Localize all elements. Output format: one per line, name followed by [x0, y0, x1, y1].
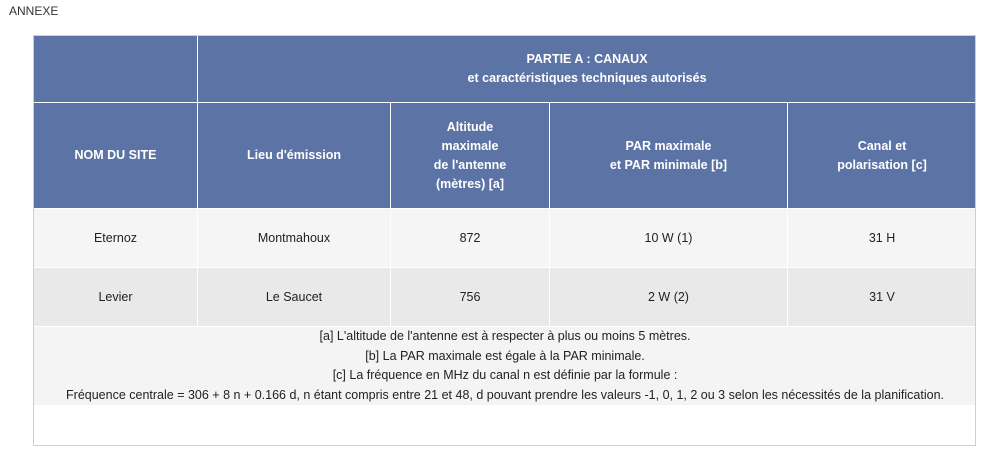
header-canal — [788, 103, 977, 209]
cell-site: Levier — [34, 268, 198, 327]
header-altitude-line: (mètres) [a] — [435, 176, 505, 191]
header-site: NOM DU SITE — [34, 103, 198, 209]
header-partie-a — [198, 36, 977, 103]
cell-site: Eternoz — [34, 209, 198, 268]
header-empty-cell — [34, 36, 198, 103]
header-altitude-line: maximale — [441, 138, 499, 153]
cell-par: 2 W (2) — [550, 268, 788, 327]
annexe-label: ANNEXE — [9, 4, 59, 18]
header-row-partie — [34, 36, 977, 103]
note-formula: Fréquence centrale = 306 + 8 n + 0.166 d, n étant compris entre 21 et 48, d pouvant prendre les valeurs -1, 0, 1, 2 ou 3 selon les nécessités de la planification. — [66, 387, 945, 402]
cell-lieu: Montmahoux — [198, 209, 391, 268]
partie-title: PARTIE A : CANAUX — [526, 52, 648, 66]
header-canal-line: Canal et — [857, 138, 907, 153]
table-row — [34, 209, 977, 268]
notes-row — [34, 327, 977, 406]
note-c: [c] La fréquence en MHz du canal n est définie par la formule : — [332, 368, 678, 382]
cell-lieu: Le Saucet — [198, 268, 391, 327]
canaux-table — [33, 35, 977, 406]
header-altitude-line: Altitude — [446, 119, 494, 134]
header-canal-line: polarisation [c] — [837, 157, 927, 172]
cell-altitude: 756 — [391, 268, 550, 327]
header-altitude-line: de l'antenne — [433, 157, 507, 172]
cell-par: 10 W (1) — [550, 209, 788, 268]
header-par — [550, 103, 788, 209]
header-lieu: Lieu d'émission — [198, 103, 391, 209]
notes-cell — [34, 327, 977, 406]
header-par-line: et PAR minimale [b] — [609, 157, 728, 172]
table-row — [34, 268, 977, 327]
header-altitude — [391, 103, 550, 209]
cell-canal: 31 V — [788, 268, 977, 327]
cell-altitude: 872 — [391, 209, 550, 268]
note-b: [b] La PAR maximale est égale à la PAR minimale. — [365, 348, 645, 363]
partie-subtitle: et caractéristiques techniques autorisés — [467, 71, 707, 85]
header-row-columns — [34, 103, 977, 209]
cell-canal: 31 H — [788, 209, 977, 268]
note-a: [a] L'altitude de l'antenne est à respecter à plus ou moins 5 mètres. — [319, 329, 691, 343]
header-par-line: PAR maximale — [625, 138, 712, 153]
